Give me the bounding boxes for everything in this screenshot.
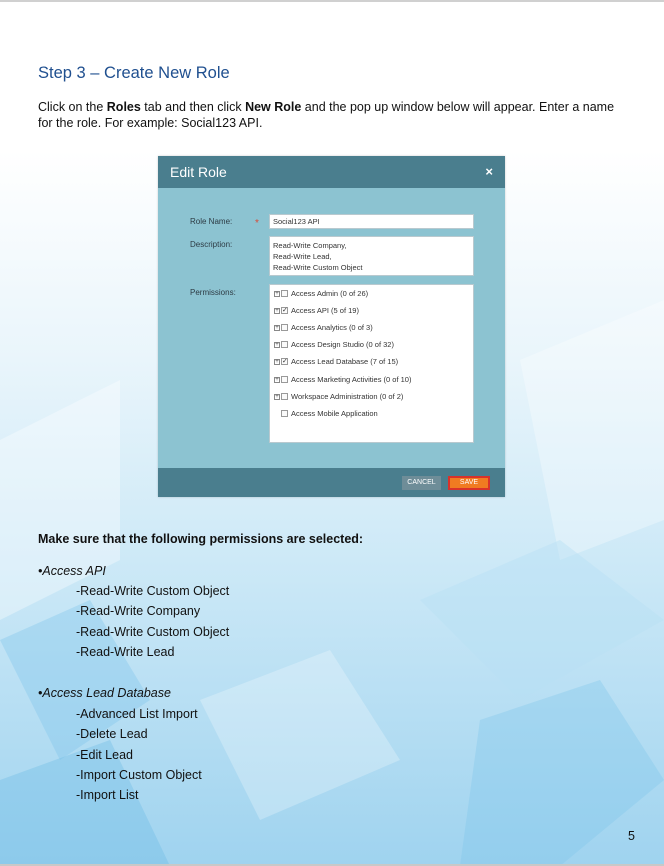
list-item: -Delete Lead — [76, 727, 148, 741]
list-item: -Import Custom Object — [76, 768, 202, 782]
checkbox[interactable] — [281, 393, 288, 400]
list-item: -Read-Write Lead — [76, 645, 175, 659]
list-item: -Read-Write Company — [76, 604, 201, 618]
checkbox[interactable] — [281, 376, 288, 383]
cancel-button[interactable]: CANCEL — [402, 476, 441, 490]
checkbox-checked[interactable]: ✓ — [282, 358, 288, 365]
dialog-footer — [158, 468, 505, 497]
roles-emphasis: Roles — [106, 100, 141, 114]
role-name-label: Role Name: — [190, 217, 233, 226]
expand-icon[interactable]: + — [275, 358, 279, 365]
list-item: -Edit Lead — [76, 748, 133, 762]
list-item: -Advanced List Import — [76, 707, 198, 721]
expand-icon[interactable]: + — [275, 307, 279, 314]
permission-row[interactable]: + Access Admin (0 of 26) — [275, 289, 369, 298]
checkbox[interactable] — [281, 410, 288, 417]
page-number: 5 — [628, 829, 635, 843]
checkbox[interactable] — [281, 341, 288, 348]
step-title: Step 3 – Create New Role — [38, 64, 230, 82]
edit-role-dialog-screenshot — [158, 156, 505, 497]
section-title-access-api: •Access API — [38, 564, 106, 578]
permission-row[interactable]: + Access Design Studio (0 of 32) — [275, 340, 394, 349]
permission-row[interactable]: + Workspace Administration (0 of 2) — [275, 392, 404, 401]
description-textarea[interactable]: Read-Write Company, Read-Write Lead, Read-Write Custom Object — [269, 236, 474, 276]
permission-row[interactable]: Access Mobile Application — [281, 408, 378, 419]
expand-icon[interactable]: + — [275, 376, 279, 383]
expand-icon[interactable]: + — [275, 324, 279, 331]
expand-icon[interactable]: + — [275, 393, 279, 400]
dialog-header — [158, 156, 505, 188]
list-item: -Import List — [76, 788, 139, 802]
permissions-label: Permissions: — [190, 288, 236, 297]
expand-icon[interactable]: + — [275, 341, 279, 348]
permissions-heading: Make sure that the following permissions are selected: — [38, 532, 364, 546]
permission-row[interactable]: + Access Marketing Activities (0 of 10) — [275, 375, 412, 384]
required-marker: * — [255, 218, 259, 229]
list-item: -Read-Write Custom Object — [76, 584, 230, 598]
permission-row[interactable]: + ✓ Access Lead Database (7 of 15) — [275, 357, 399, 366]
checkbox-checked[interactable]: ✓ — [282, 307, 288, 314]
checkbox[interactable] — [281, 324, 288, 331]
role-name-input[interactable]: Social123 API — [269, 214, 474, 229]
permission-row[interactable]: + ✓ Access API (5 of 19) — [275, 306, 359, 315]
intro-paragraph: Click on the Roles tab and then click New Role and the pop up window below will appear. Enter a name for the role. For example: Social123 API. — [38, 100, 615, 130]
close-icon[interactable]: × — [485, 164, 493, 179]
expand-icon[interactable]: + — [275, 290, 279, 297]
dialog-title: Edit Role — [170, 164, 227, 180]
new-role-emphasis: New Role — [245, 100, 302, 114]
section-title-access-lead-database: •Access Lead Database — [38, 686, 171, 700]
save-button[interactable]: SAVE — [448, 476, 490, 490]
list-item: -Read-Write Custom Object — [76, 625, 230, 639]
checkbox[interactable] — [281, 290, 288, 297]
description-label: Description: — [190, 240, 233, 249]
top-border — [0, 0, 664, 2]
permission-row[interactable]: + Access Analytics (0 of 3) — [275, 323, 373, 332]
